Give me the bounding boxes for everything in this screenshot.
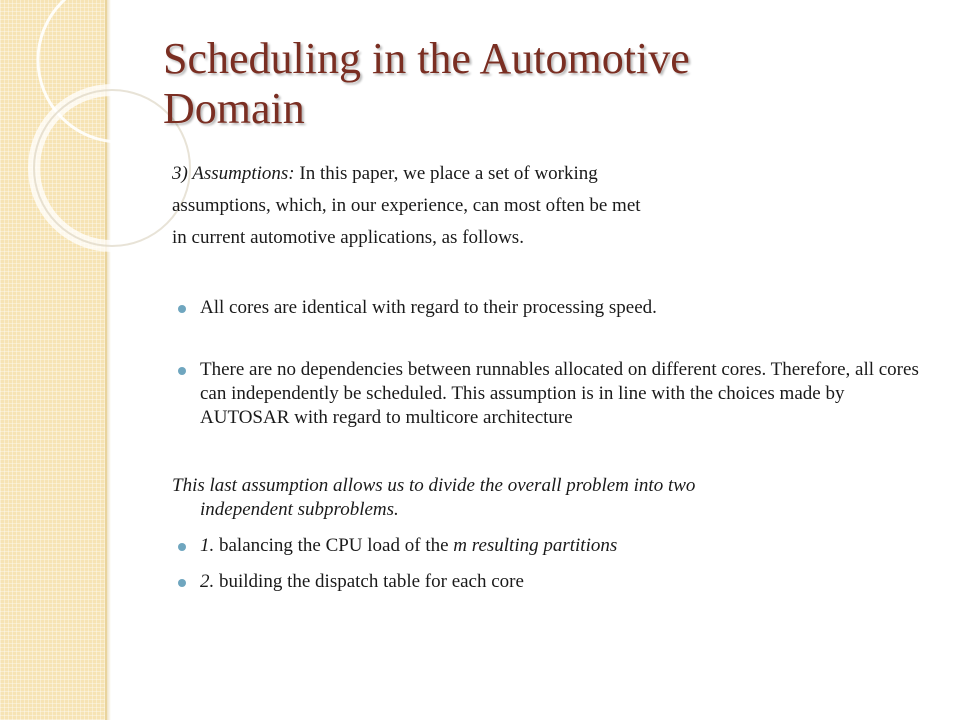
title-line-2: Domain xyxy=(163,84,305,133)
bullet-item xyxy=(172,358,932,430)
subproblem-text: building the dispatch table for each core xyxy=(214,571,524,592)
subproblem-item xyxy=(172,534,932,558)
slide-body xyxy=(172,158,932,594)
subproblem-item xyxy=(172,570,932,594)
bullet-text: All cores are identical with regard to their processing speed. xyxy=(200,297,657,318)
subproblem-text-italic: m resulting partitions xyxy=(453,535,618,556)
title-line-1: Scheduling in the Automotive xyxy=(163,34,690,83)
intro-line-3: in current automotive applications, as follows. xyxy=(172,227,524,248)
bullet-text: There are no dependencies between runnables allocated on different cores. Therefore, all cores can independently be scheduled. This assumption is in line with the choices made by AUTOSAR with regard to multicore architecture xyxy=(200,359,919,428)
intro-line-2: assumptions, which, in our experience, can most often be met xyxy=(172,195,641,216)
bullet-dot-icon xyxy=(178,305,186,313)
intro-lead-rest: In this paper, we place a set of working xyxy=(294,163,598,184)
note-line-1: This last assumption allows us to divide the overall problem into two xyxy=(172,475,696,496)
intro-line-1 xyxy=(172,158,932,190)
subproblem-number: 2. xyxy=(200,571,215,592)
intro-paragraph xyxy=(172,158,932,254)
bullet-item xyxy=(172,296,932,320)
slide-title xyxy=(163,34,923,134)
bullet-dot-icon xyxy=(178,579,186,587)
subproblem-number: 1. xyxy=(200,535,215,556)
intro-lead: 3) Assumptions: xyxy=(172,163,295,184)
bullet-dot-icon xyxy=(178,543,186,551)
subproblem-text: balancing the CPU load of the xyxy=(214,535,454,556)
note-line-2: independent subproblems. xyxy=(200,499,399,520)
bullet-dot-icon xyxy=(178,367,186,375)
note-paragraph xyxy=(172,474,932,522)
